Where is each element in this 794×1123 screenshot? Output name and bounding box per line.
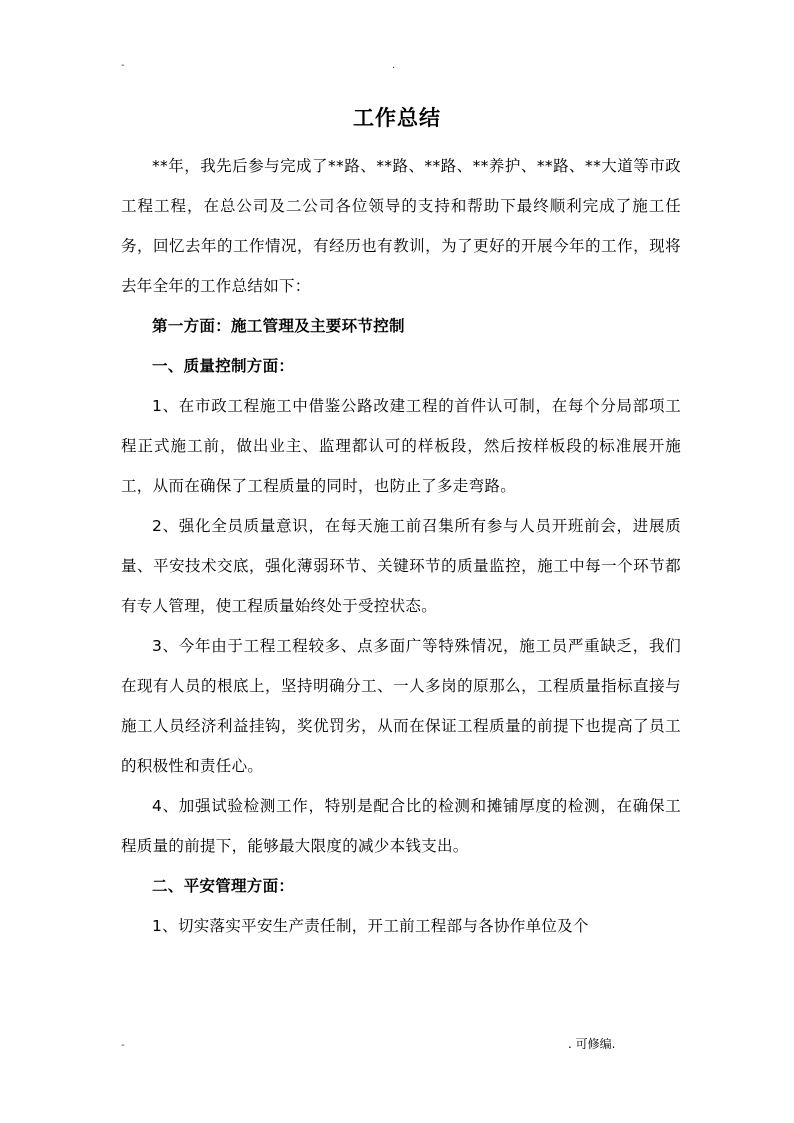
quality-item-3: 3、今年由于工程工程较多、点多面广等特殊情况，施工员严重缺乏，我们在现有人员的根底上，坚持明确分工、一人多岗的原那么，工程质量指标直接与施工人员经济利益挂钩，奖优罚劣，从而在保证工程质量的前提下也提高了员工的积极性和责任心。: [121, 637, 681, 775]
header-left-mark: -: [121, 60, 125, 71]
subsection-heading-safety-management: 二、平安管理方面：: [152, 877, 295, 895]
quality-item-2: 2、强化全员质量意识，在每天施工前召集所有参与人员开班前会，进展质量、平安技术交底，强化薄弱环节、关键环节的质量监控，施工中每一个环节都有专人管理，使工程质量始终处于受控状态。: [121, 517, 681, 615]
footer-editable-note: . 可修编.: [568, 1037, 616, 1051]
quality-item-1: 1、在市政工程施工中借鉴公路改建工程的首件认可制，在每个分局部项工程正式施工前，做出业主、监理都认可的样板段，然后按样板段的标准展开施工，从而在确保了工程质量的同时，也防止了多走弯路。: [121, 397, 681, 495]
quality-item-4: 4、加强试验检测工作，特别是配合比的检测和摊铺厚度的检测，在确保工程质量的前提下，能够最大限度的减少本钱支出。: [121, 797, 681, 855]
header-right-mark: .: [392, 60, 396, 71]
footer-left-mark: -: [121, 1040, 125, 1051]
section-heading-construction-management: 第一方面：施工管理及主要环节控制: [152, 317, 405, 335]
subsection-heading-quality-control: 一、质量控制方面：: [152, 357, 295, 375]
document-title: 工作总结: [353, 106, 441, 130]
intro-paragraph: **年，我先后参与完成了**路、**路、**路、**养护、**路、**大道等市政工程工程，在总公司及二公司各位领导的支持和帮助下最终顺利完成了施工任务，回忆去年的工作情况，有经历也有教训，为了更好的开展今年的工作，现将去年全年的工作总结如下：: [121, 157, 681, 295]
safety-item-1: 1、切实落实平安生产责任制，开工前工程部与各协作单位及个: [152, 917, 589, 935]
document-body: [121, 146, 681, 946]
